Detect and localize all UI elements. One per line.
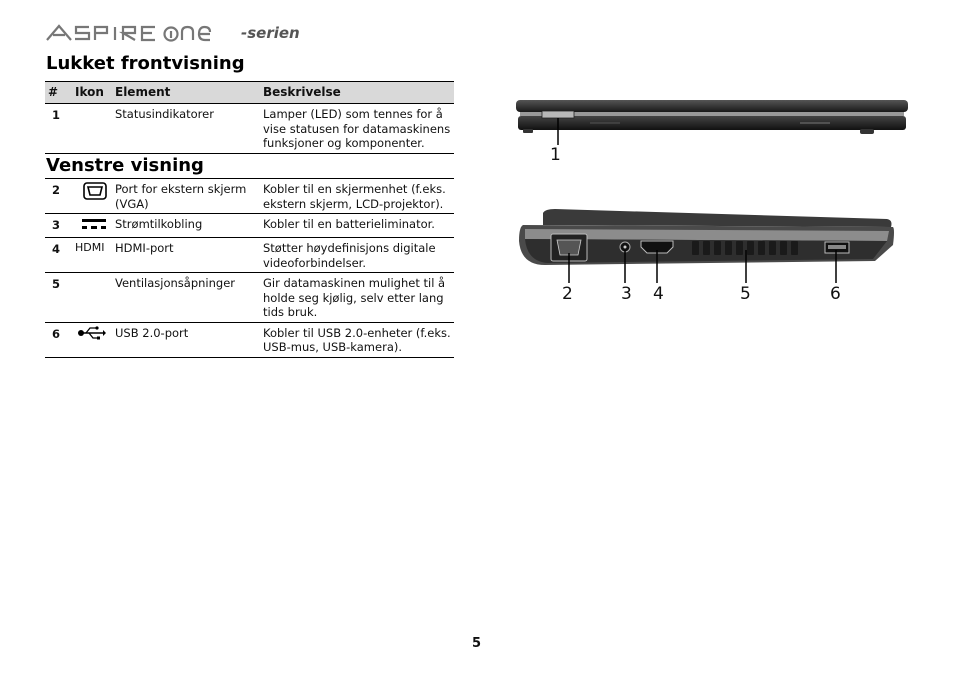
row-element: HDMI-port	[115, 241, 174, 255]
row-number: 1	[52, 108, 61, 122]
table-row	[45, 214, 454, 238]
table-row	[45, 322, 454, 357]
page-number: 5	[472, 636, 482, 651]
front-view-table	[45, 81, 454, 154]
row-element: Statusindikatorer	[115, 107, 214, 121]
table-row	[45, 104, 454, 154]
col-header-number: #	[48, 85, 59, 100]
row-description: Gir datamaskinen mulighet til å holde seg kjølig, selv etter lang tids bruk.	[263, 276, 446, 319]
row-icon-cell	[75, 322, 115, 357]
row-description: Kobler til USB 2.0-enheter (f.eks. USB-mus, USB-kamera).	[263, 325, 451, 354]
laptop-front-view	[510, 95, 915, 145]
row-element: Ventilasjonsåpninger	[115, 276, 236, 290]
callout-3: 3	[621, 284, 632, 304]
col-header-icon: Ikon	[75, 85, 104, 100]
row-element: Port for ekstern skjerm (VGA)	[115, 182, 247, 211]
col-header-description: Beskrivelse	[263, 85, 341, 100]
row-icon-cell	[75, 179, 115, 214]
document-header	[45, 22, 300, 44]
series-label: -serien	[241, 24, 300, 42]
callout-2: 2	[562, 284, 573, 304]
col-header-element: Element	[115, 85, 171, 100]
laptop-left-view	[515, 205, 900, 285]
row-element: USB 2.0-port	[115, 325, 189, 340]
row-icon-cell	[75, 214, 115, 238]
callout-5: 5	[740, 284, 751, 304]
callout-1: 1	[550, 145, 561, 165]
left-view-table	[45, 178, 454, 358]
row-number: 5	[52, 277, 61, 291]
table-row	[45, 273, 454, 323]
table-header-row	[45, 82, 454, 104]
row-icon-cell	[75, 273, 115, 323]
row-number: 4	[52, 242, 61, 256]
table-row	[45, 179, 454, 214]
row-description: Kobler til en batterieliminator.	[263, 217, 435, 231]
section-title-left: Venstre visning	[46, 155, 204, 176]
vga-port-icon	[83, 182, 107, 200]
dc-power-icon	[81, 217, 107, 231]
aspire-one-logo	[45, 22, 235, 44]
usb-icon	[77, 326, 107, 340]
callout-4: 4	[653, 284, 664, 304]
section-title-front: Lukket frontvisning	[46, 53, 245, 74]
hdmi-label: HDMI	[75, 241, 105, 254]
row-element: Strømtilkobling	[115, 217, 203, 231]
row-description: Lamper (LED) som tennes for å vise statusen for datamaskinens funksjoner og komponenter.	[263, 107, 451, 150]
row-number: 2	[52, 183, 61, 197]
callout-6: 6	[830, 284, 841, 304]
row-number: 3	[52, 218, 61, 232]
row-number: 6	[52, 326, 61, 341]
row-description: Støtter høydefinisjons digitale videoforbindelser.	[263, 241, 436, 270]
table-row	[45, 238, 454, 273]
row-description: Kobler til en skjermenhet (f.eks. ekstern skjerm, LCD-projektor).	[263, 182, 446, 211]
row-icon-cell	[75, 104, 115, 154]
